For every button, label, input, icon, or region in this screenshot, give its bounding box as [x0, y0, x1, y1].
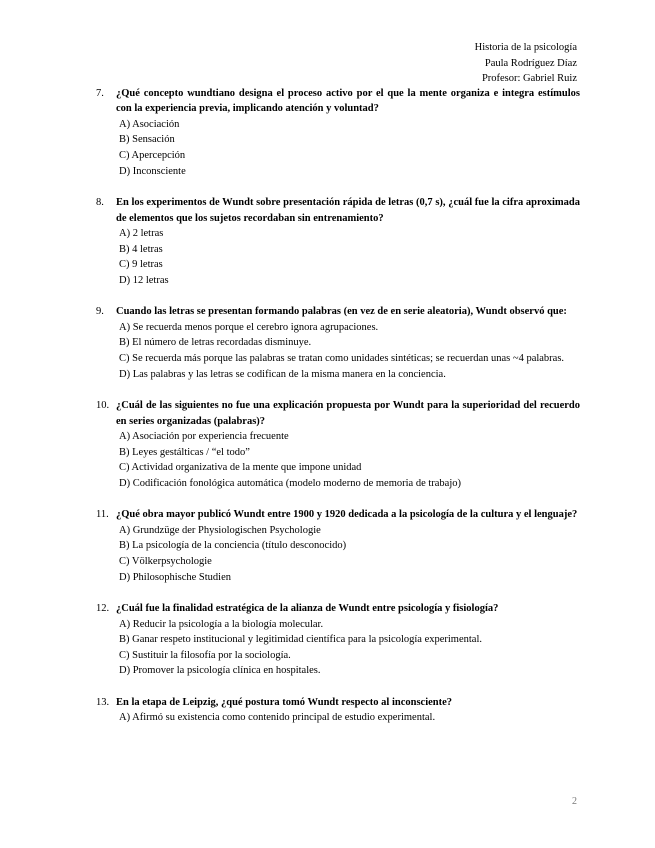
option-list — [119, 226, 580, 288]
option-a: A) Reducir la psicología a la biología molecular. — [119, 618, 324, 630]
question-number: 8. — [96, 197, 104, 209]
question-7 — [96, 86, 580, 179]
question-10 — [96, 398, 580, 491]
option-c: C) Sustituir la filosofía por la sociología. — [119, 649, 291, 661]
page-number: 2 — [572, 796, 577, 807]
option-list — [119, 617, 580, 679]
option-a: A) Afirmó su existencia como contenido principal de estudio experimental. — [119, 712, 436, 724]
option-b: B) Leyes gestálticas / “el todo” — [119, 446, 250, 458]
question-number: 7. — [96, 88, 104, 99]
option-d: D) 12 letras — [119, 274, 169, 286]
option-d: D) Inconsciente — [119, 165, 186, 177]
option-c: C) Völkerpsychologie — [119, 555, 212, 567]
option-d: D) Codificación fonológica automática (modelo moderno de memoria de trabajo) — [119, 477, 462, 489]
option-c: C) Apercepción — [119, 150, 186, 161]
option-c: C) Actividad organizativa de la mente que impone unidad — [119, 462, 362, 474]
option-list — [119, 117, 580, 179]
option-list — [119, 320, 580, 382]
option-list — [119, 710, 580, 726]
question-13 — [96, 695, 580, 726]
question-text: ¿Cuál de las siguientes no fue una explicación propuesta por Wundt para la superioridad del recuerdo en series organizadas (palabras)? — [116, 400, 580, 427]
option-list — [119, 429, 580, 491]
question-text: ¿Qué obra mayor publicó Wundt entre 1900 y 1920 dedicada a la psicología de la cultura y el lenguaje? — [116, 509, 578, 521]
question-list — [96, 86, 580, 742]
question-11 — [96, 507, 580, 585]
page-header — [475, 40, 577, 87]
question-text: ¿Cuál fue la finalidad estratégica de la alianza de Wundt entre psicología y fisiología? — [116, 603, 499, 615]
question-number: 9. — [96, 306, 104, 318]
question-text: En la etapa de Leipzig, ¿qué postura tomó Wundt respecto al inconsciente? — [116, 696, 453, 708]
question-text: Cuando las letras se presentan formando palabras (en vez de en serie aleatoria), Wundt observó que: — [116, 306, 567, 318]
option-b: B) El número de letras recordadas disminuye. — [119, 337, 312, 349]
question-number: 13. — [96, 696, 110, 708]
option-a: A) Grundzüge der Physiologischen Psychologie — [119, 524, 321, 536]
option-a: A) Se recuerda menos porque el cerebro ignora agrupaciones. — [119, 321, 379, 333]
question-number: 12. — [96, 603, 110, 615]
author-name: Paula Rodríguez Díaz — [484, 57, 577, 69]
option-b: B) Ganar respeto institucional y legitimidad científica para la psicología experimental. — [119, 634, 482, 646]
option-a: A) Asociación por experiencia frecuente — [119, 430, 289, 442]
course-title: Historia de la psicología — [474, 42, 577, 53]
option-c: C) 9 letras — [119, 259, 163, 271]
option-d: D) Las palabras y las letras se codifican de la misma manera en la conciencia. — [119, 368, 446, 380]
option-a: A) 2 letras — [119, 228, 164, 239]
option-d: D) Promover la psicología clínica en hospitales. — [119, 665, 321, 677]
question-text: ¿Qué concepto wundtiano designa el proceso activo por el que la mente organiza e integra estímulos con la experiencia previa, implicando atención y voluntad? — [116, 88, 580, 115]
question-9 — [96, 304, 580, 382]
option-d: D) Philosophische Studien — [119, 571, 231, 583]
professor-name: Profesor: Gabriel Ruiz — [481, 73, 577, 85]
option-c: C) Se recuerda más porque las palabras se tratan como unidades sintéticas; se recuerdan unas ~4 palabras. — [119, 352, 565, 364]
option-list — [119, 523, 580, 585]
option-b: B) 4 letras — [119, 243, 163, 255]
question-8 — [96, 195, 580, 288]
option-a: A) Asociación — [119, 118, 180, 130]
option-b: B) La psicología de la conciencia (título desconocido) — [119, 540, 347, 552]
question-number: 11. — [96, 509, 109, 521]
question-12 — [96, 601, 580, 679]
question-text: En los experimentos de Wundt sobre presentación rápida de letras (0,7 s), ¿cuál fue la cifra aproximada de elementos que los sujetos recordaban sin entrenamiento? — [116, 197, 580, 224]
question-number: 10. — [96, 400, 110, 412]
option-b: B) Sensación — [119, 134, 175, 146]
